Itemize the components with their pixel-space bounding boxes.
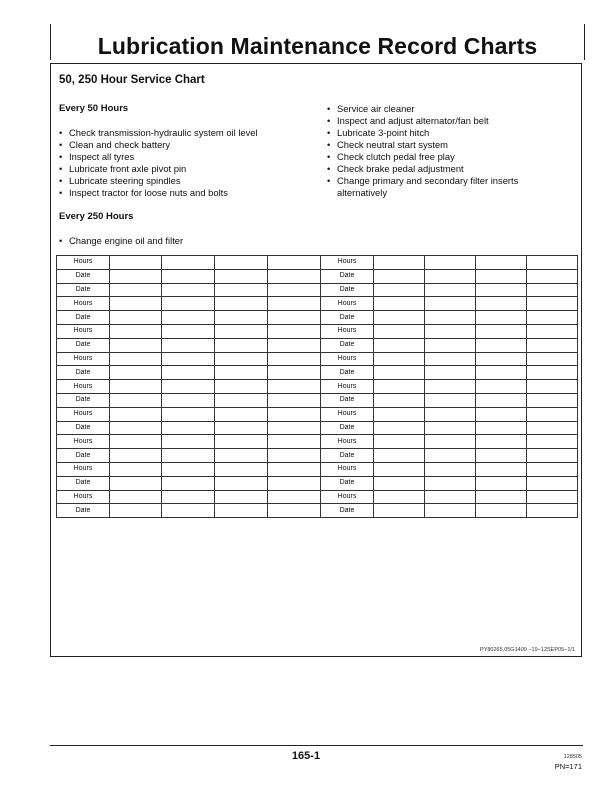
entry-cell — [425, 393, 476, 407]
entry-cell — [268, 297, 321, 311]
entry-cell — [110, 462, 162, 476]
row-label-cell: Date — [57, 504, 110, 518]
row-label-cell: Hours — [321, 352, 374, 366]
entry-cell — [527, 324, 578, 338]
table-row — [57, 393, 578, 407]
entry-cell — [476, 297, 527, 311]
entry-cell — [476, 283, 527, 297]
entry-cell — [162, 380, 215, 394]
entry-cell — [476, 352, 527, 366]
entry-cell — [374, 283, 425, 297]
entry-cell — [215, 421, 268, 435]
entry-cell — [425, 449, 476, 463]
table-row — [57, 352, 578, 366]
entry-cell — [110, 380, 162, 394]
row-label-cell: Date — [57, 476, 110, 490]
table-row — [57, 297, 578, 311]
reference-code: PY80265,05G1409 −19−12SEP05−1/1 — [480, 647, 575, 653]
entry-cell — [162, 490, 215, 504]
entry-cell — [476, 462, 527, 476]
entry-cell — [425, 269, 476, 283]
entry-cell — [374, 297, 425, 311]
entry-cell — [268, 421, 321, 435]
row-label-cell: Hours — [57, 297, 110, 311]
page-number: 165-1 — [291, 750, 321, 762]
entry-cell — [268, 476, 321, 490]
entry-cell — [374, 380, 425, 394]
list-item: • Check neutral start system — [327, 139, 552, 151]
entry-cell — [215, 490, 268, 504]
entry-cell — [425, 504, 476, 518]
entry-cell — [527, 352, 578, 366]
bottom-rule — [50, 745, 583, 746]
row-label-cell: Date — [321, 283, 374, 297]
entry-cell — [268, 435, 321, 449]
entry-cell — [268, 504, 321, 518]
table-row — [57, 311, 578, 325]
entry-cell — [268, 366, 321, 380]
entry-cell — [374, 407, 425, 421]
entry-cell — [162, 338, 215, 352]
entry-cell — [268, 352, 321, 366]
row-label-cell: Hours — [57, 256, 110, 270]
entry-cell — [476, 380, 527, 394]
entry-cell — [215, 352, 268, 366]
list-item: • Check clutch pedal free play — [327, 151, 552, 163]
entry-cell — [110, 297, 162, 311]
row-label-cell: Date — [321, 449, 374, 463]
table-row — [57, 366, 578, 380]
row-label-cell: Hours — [57, 490, 110, 504]
entry-cell — [374, 435, 425, 449]
entry-cell — [162, 504, 215, 518]
entry-cell — [268, 311, 321, 325]
entry-cell — [425, 490, 476, 504]
entry-cell — [425, 366, 476, 380]
list-item: • Inspect all tyres — [59, 151, 321, 163]
every-50-left-list — [59, 127, 321, 199]
entry-cell — [110, 407, 162, 421]
list-item: • Lubricate steering spindles — [59, 175, 321, 187]
entry-cell — [215, 256, 268, 270]
entry-cell — [268, 283, 321, 297]
entry-cell — [110, 449, 162, 463]
entry-cell — [110, 352, 162, 366]
table-row — [57, 269, 578, 283]
entry-cell — [162, 435, 215, 449]
row-label-cell: Date — [321, 421, 374, 435]
table-row — [57, 324, 578, 338]
entry-cell — [527, 407, 578, 421]
table-row — [57, 504, 578, 518]
entry-cell — [527, 462, 578, 476]
row-label-cell: Date — [57, 283, 110, 297]
entry-cell — [268, 324, 321, 338]
entry-cell — [162, 407, 215, 421]
entry-cell — [476, 256, 527, 270]
entry-cell — [374, 338, 425, 352]
list-item: • Clean and check battery — [59, 139, 321, 151]
entry-cell — [215, 338, 268, 352]
entry-cell — [215, 283, 268, 297]
entry-cell — [476, 421, 527, 435]
entry-cell — [425, 380, 476, 394]
entry-cell — [527, 338, 578, 352]
entry-cell — [110, 366, 162, 380]
entry-cell — [425, 283, 476, 297]
entry-cell — [110, 435, 162, 449]
entry-cell — [527, 311, 578, 325]
table-row — [57, 421, 578, 435]
row-label-cell: Hours — [57, 380, 110, 394]
entry-cell — [215, 269, 268, 283]
every-50-right-list — [327, 103, 552, 199]
entry-cell — [268, 338, 321, 352]
entry-cell — [215, 311, 268, 325]
entry-cell — [162, 324, 215, 338]
entry-cell — [374, 256, 425, 270]
entry-cell — [215, 476, 268, 490]
row-label-cell: Hours — [321, 490, 374, 504]
entry-cell — [110, 283, 162, 297]
entry-cell — [374, 311, 425, 325]
list-item: • Service air cleaner — [327, 103, 552, 115]
entry-cell — [162, 269, 215, 283]
entry-cell — [374, 366, 425, 380]
entry-cell — [110, 256, 162, 270]
entry-cell — [110, 269, 162, 283]
entry-cell — [476, 407, 527, 421]
entry-cell — [215, 324, 268, 338]
entry-cell — [162, 462, 215, 476]
entry-cell — [215, 407, 268, 421]
row-label-cell: Date — [57, 269, 110, 283]
entry-cell — [268, 256, 321, 270]
entry-cell — [527, 435, 578, 449]
entry-cell — [527, 490, 578, 504]
entry-cell — [215, 393, 268, 407]
entry-cell — [425, 462, 476, 476]
entry-cell — [162, 256, 215, 270]
row-label-cell: Date — [57, 311, 110, 325]
entry-cell — [476, 311, 527, 325]
entry-cell — [110, 476, 162, 490]
row-label-cell: Hours — [57, 462, 110, 476]
entry-cell — [268, 490, 321, 504]
row-label-cell: Date — [321, 311, 374, 325]
entry-cell — [527, 269, 578, 283]
table-row — [57, 462, 578, 476]
entry-cell — [476, 393, 527, 407]
entry-cell — [425, 256, 476, 270]
entry-cell — [268, 380, 321, 394]
entry-cell — [476, 435, 527, 449]
entry-cell — [268, 393, 321, 407]
row-label-cell: Date — [57, 338, 110, 352]
list-item: • Check brake pedal adjustment — [327, 163, 552, 175]
entry-cell — [476, 476, 527, 490]
entry-cell — [268, 269, 321, 283]
entry-cell — [425, 297, 476, 311]
row-label-cell: Date — [321, 269, 374, 283]
entry-cell — [110, 338, 162, 352]
entry-cell — [374, 393, 425, 407]
entry-cell — [215, 297, 268, 311]
entry-cell — [374, 490, 425, 504]
entry-cell — [527, 449, 578, 463]
row-label-cell: Hours — [321, 435, 374, 449]
entry-cell — [268, 407, 321, 421]
row-label-cell: Hours — [321, 407, 374, 421]
table-row — [57, 490, 578, 504]
every-250-list — [59, 235, 359, 247]
entry-cell — [476, 338, 527, 352]
entry-cell — [425, 435, 476, 449]
entry-cell — [425, 324, 476, 338]
row-label-cell: Date — [321, 366, 374, 380]
list-item: • Change primary and secondary filter inserts alternatively — [327, 175, 552, 199]
row-label-cell: Date — [57, 421, 110, 435]
entry-cell — [374, 324, 425, 338]
entry-cell — [110, 504, 162, 518]
table-row — [57, 283, 578, 297]
row-label-cell: Date — [57, 393, 110, 407]
entry-cell — [215, 435, 268, 449]
entry-cell — [110, 311, 162, 325]
list-item: • Inspect tractor for loose nuts and bolts — [59, 187, 321, 199]
entry-cell — [162, 449, 215, 463]
entry-cell — [425, 476, 476, 490]
every-250-hours-heading: Every 250 Hours — [59, 211, 134, 222]
entry-cell — [374, 421, 425, 435]
entry-cell — [162, 421, 215, 435]
entry-cell — [162, 283, 215, 297]
entry-cell — [527, 393, 578, 407]
entry-cell — [215, 380, 268, 394]
every-50-hours-heading: Every 50 Hours — [59, 103, 129, 114]
entry-cell — [110, 324, 162, 338]
entry-cell — [162, 352, 215, 366]
table-row — [57, 407, 578, 421]
entry-cell — [527, 366, 578, 380]
entry-cell — [374, 504, 425, 518]
row-label-cell: Hours — [57, 352, 110, 366]
entry-cell — [527, 256, 578, 270]
entry-cell — [425, 338, 476, 352]
row-label-cell: Hours — [321, 380, 374, 394]
entry-cell — [215, 504, 268, 518]
entry-cell — [425, 407, 476, 421]
record-table — [56, 255, 578, 518]
row-label-cell: Date — [57, 449, 110, 463]
row-label-cell: Hours — [321, 462, 374, 476]
row-label-cell: Hours — [57, 407, 110, 421]
entry-cell — [425, 421, 476, 435]
table-row — [57, 449, 578, 463]
entry-cell — [527, 476, 578, 490]
entry-cell — [162, 311, 215, 325]
table-row — [57, 435, 578, 449]
row-label-cell: Hours — [321, 297, 374, 311]
entry-cell — [425, 311, 476, 325]
row-label-cell: Hours — [57, 324, 110, 338]
entry-cell — [374, 449, 425, 463]
row-label-cell: Hours — [321, 324, 374, 338]
entry-cell — [527, 297, 578, 311]
table-row — [57, 380, 578, 394]
chart-heading: 50, 250 Hour Service Chart — [59, 74, 205, 86]
entry-cell — [476, 449, 527, 463]
entry-cell — [374, 269, 425, 283]
list-item: • Lubricate 3-point hitch — [327, 127, 552, 139]
entry-cell — [425, 352, 476, 366]
service-chart-box — [50, 63, 582, 657]
row-label-cell: Hours — [321, 256, 374, 270]
row-label-cell: Hours — [57, 435, 110, 449]
row-label-cell: Date — [57, 366, 110, 380]
entry-cell — [162, 297, 215, 311]
table-row — [57, 338, 578, 352]
entry-cell — [215, 462, 268, 476]
entry-cell — [162, 366, 215, 380]
entry-cell — [162, 393, 215, 407]
row-label-cell: Date — [321, 504, 374, 518]
entry-cell — [215, 366, 268, 380]
table-row — [57, 476, 578, 490]
entry-cell — [527, 504, 578, 518]
page-title: Lubrication Maintenance Record Charts — [97, 33, 538, 59]
entry-cell — [527, 380, 578, 394]
entry-cell — [374, 462, 425, 476]
entry-cell — [268, 449, 321, 463]
table-row — [57, 256, 578, 270]
entry-cell — [162, 476, 215, 490]
entry-cell — [476, 490, 527, 504]
entry-cell — [476, 324, 527, 338]
pn-label: PN=171 — [554, 762, 582, 771]
entry-cell — [476, 269, 527, 283]
row-label-cell: Date — [321, 476, 374, 490]
entry-cell — [476, 504, 527, 518]
list-item: • Change engine oil and filter — [59, 235, 359, 247]
entry-cell — [527, 283, 578, 297]
list-item: • Check transmission-hydraulic system oil level — [59, 127, 321, 139]
entry-cell — [374, 352, 425, 366]
entry-cell — [268, 462, 321, 476]
row-label-cell: Date — [321, 393, 374, 407]
list-item: • Inspect and adjust alternator/fan belt — [327, 115, 552, 127]
entry-cell — [527, 421, 578, 435]
print-code: 128505 — [563, 754, 582, 760]
title-bar — [50, 24, 585, 60]
entry-cell — [110, 393, 162, 407]
list-item: • Lubricate front axle pivot pin — [59, 163, 321, 175]
entry-cell — [110, 490, 162, 504]
entry-cell — [476, 366, 527, 380]
entry-cell — [110, 421, 162, 435]
entry-cell — [215, 449, 268, 463]
row-label-cell: Date — [321, 338, 374, 352]
entry-cell — [374, 476, 425, 490]
